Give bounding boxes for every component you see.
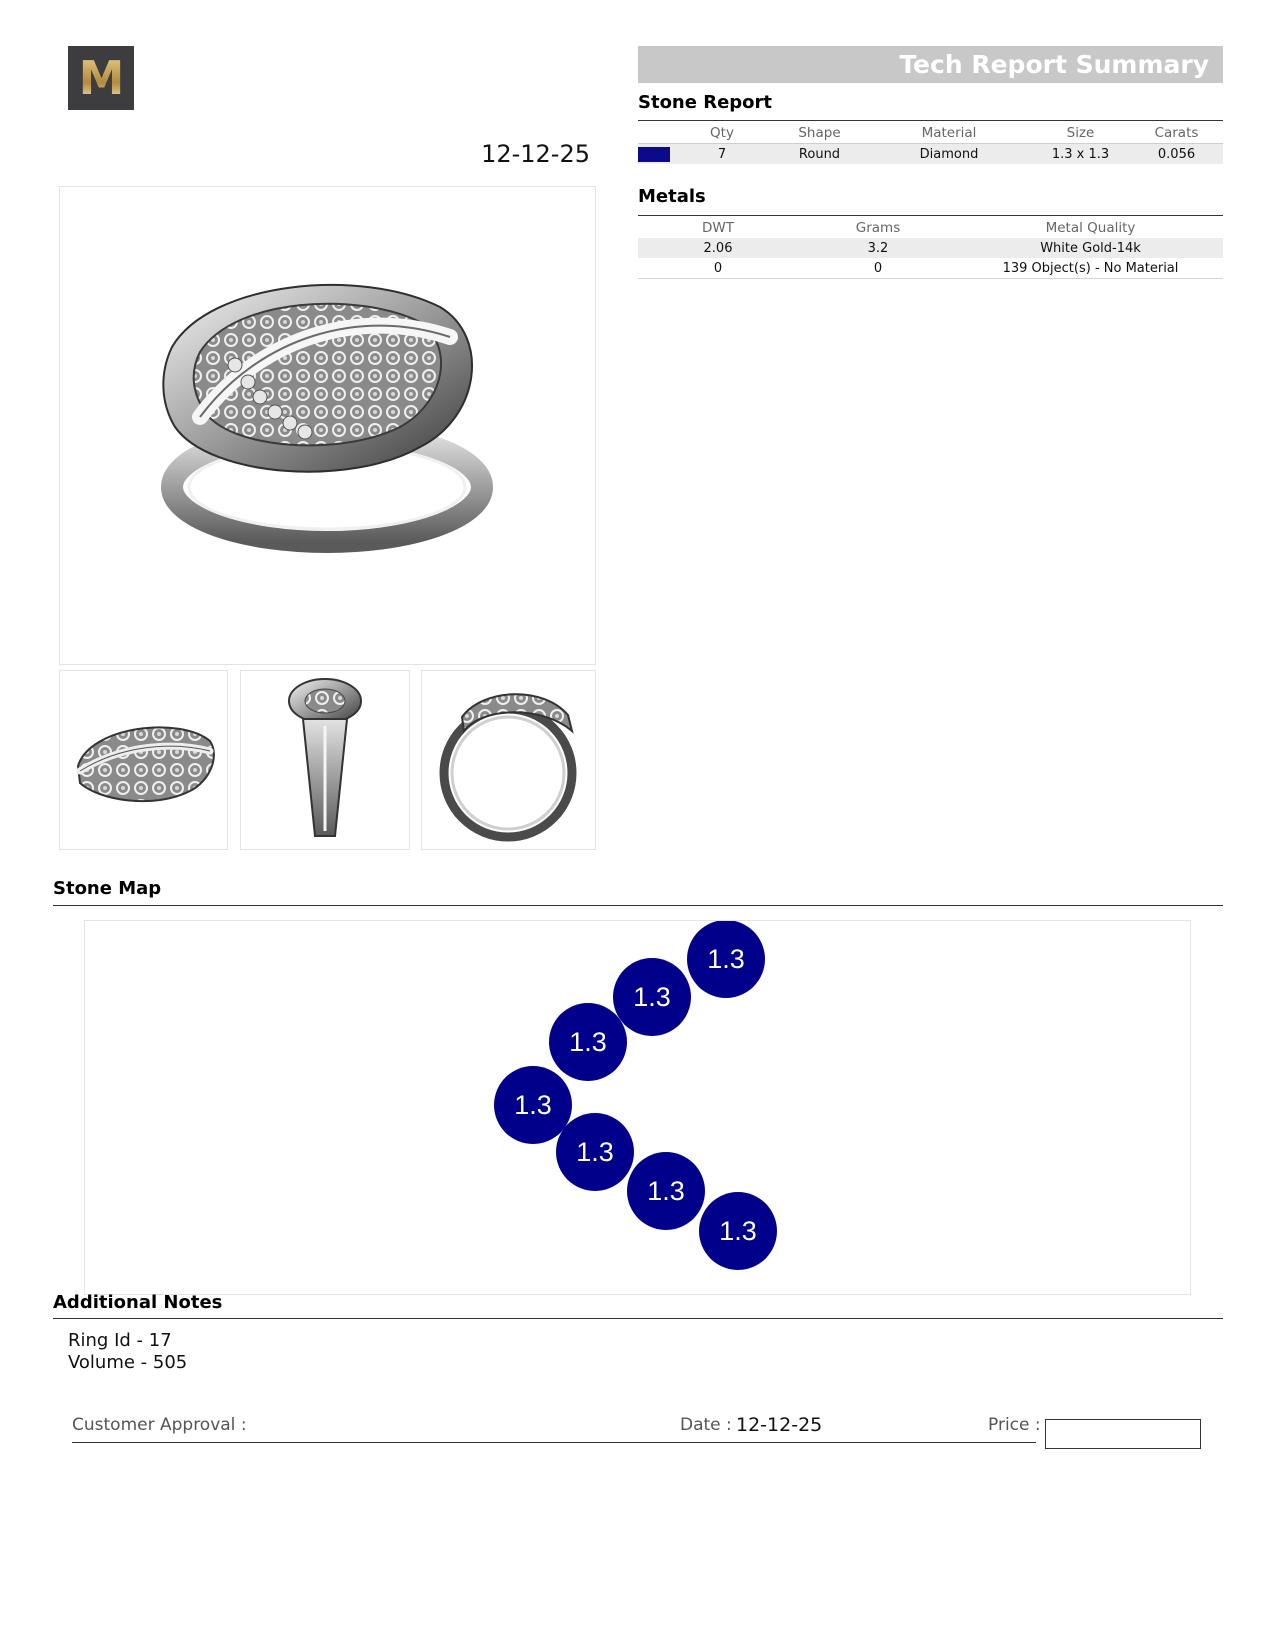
stone-size-label: 1.3: [576, 1137, 614, 1167]
stone-size-label: 1.3: [719, 1216, 757, 1246]
carats-cell: 0.056: [1130, 144, 1223, 165]
thumbnail-side-view: [59, 670, 228, 850]
stone-report-heading: Stone Report: [638, 92, 773, 113]
stone-marker: [687, 921, 765, 998]
stone-map-heading: Stone Map: [53, 878, 162, 899]
stone-marker: [613, 958, 691, 1036]
ring-front-image: [241, 671, 409, 849]
grams-cell: 0: [798, 258, 958, 279]
note-line: Ring Id - 17: [68, 1330, 172, 1351]
stone-size-label: 1.3: [707, 944, 745, 974]
approval-date-value: 12-12-25: [736, 1414, 823, 1436]
dwt-cell: 0: [638, 258, 798, 279]
shape-cell: Round: [772, 144, 867, 165]
metals-header-row: [638, 218, 1223, 238]
stone-marker: [549, 1003, 627, 1081]
color-header: [638, 123, 672, 144]
additional-notes-heading: Additional Notes: [53, 1292, 223, 1313]
report-date: 12-12-25: [481, 140, 590, 168]
table-row: [638, 258, 1223, 279]
stone-color-swatch: [638, 147, 670, 162]
stone-map-frame: [84, 920, 1191, 1295]
ring-side-image: [60, 671, 227, 849]
material-header: Material: [921, 125, 977, 141]
ring-profile-image: [422, 671, 595, 849]
table-row: [638, 238, 1223, 258]
stone-marker: [556, 1113, 634, 1191]
company-logo: [68, 46, 134, 110]
carats-header: Carats: [1154, 125, 1199, 141]
customer-approval-label: Customer Approval :: [72, 1415, 247, 1435]
note-line: Volume - 505: [68, 1352, 188, 1373]
stone-report-header-row: [638, 123, 1223, 144]
metal-quality-cell: White Gold-14k: [958, 238, 1223, 258]
stone-size-label: 1.3: [514, 1090, 552, 1120]
dwt-header: DWT: [702, 220, 734, 236]
dwt-cell: 2.06: [638, 238, 798, 258]
stone-color-cell: [638, 144, 672, 165]
stone-marker: [494, 1066, 572, 1144]
metals-heading: Metals: [638, 186, 706, 207]
logo-letter: M: [78, 51, 124, 105]
grams-cell: 3.2: [798, 238, 958, 258]
stone-size-label: 1.3: [633, 982, 671, 1012]
material-cell: Diamond: [867, 144, 1031, 165]
metal-quality-cell: 139 Object(s) - No Material: [958, 258, 1223, 279]
price-label: Price :: [988, 1415, 1041, 1435]
stone-report-table: [638, 123, 1223, 164]
size-header: Size: [1066, 125, 1095, 141]
stone-map-diagram: [85, 921, 1190, 1294]
price-input-box[interactable]: [1045, 1419, 1201, 1449]
thumbnail-profile-view: [421, 670, 596, 850]
qty-cell: 7: [672, 144, 772, 165]
stone-marker: [627, 1152, 705, 1230]
stone-size-label: 1.3: [569, 1027, 607, 1057]
metals-table: [638, 218, 1223, 279]
stone-marker: [699, 1192, 777, 1270]
approval-signature-line: [72, 1442, 1036, 1443]
stone-report-divider: [638, 120, 1223, 121]
metal-quality-header: Metal Quality: [1045, 220, 1136, 236]
stone-size-label: 1.3: [647, 1176, 685, 1206]
grams-header: Grams: [855, 220, 901, 236]
size-cell: 1.3 x 1.3: [1031, 144, 1130, 165]
stone-map-divider: [53, 905, 1223, 906]
metals-divider: [638, 215, 1223, 216]
report-title: Tech Report Summary: [638, 46, 1223, 83]
ring-perspective-image: [60, 187, 595, 664]
shape-header: Shape: [798, 125, 841, 141]
additional-notes-divider: [53, 1318, 1223, 1319]
main-ring-render: [59, 186, 596, 665]
qty-header: Qty: [710, 125, 734, 141]
table-row: [638, 144, 1223, 165]
date-label: Date :: [680, 1415, 732, 1435]
thumbnail-front-view: [240, 670, 410, 850]
additional-notes-body: [68, 1330, 187, 1374]
